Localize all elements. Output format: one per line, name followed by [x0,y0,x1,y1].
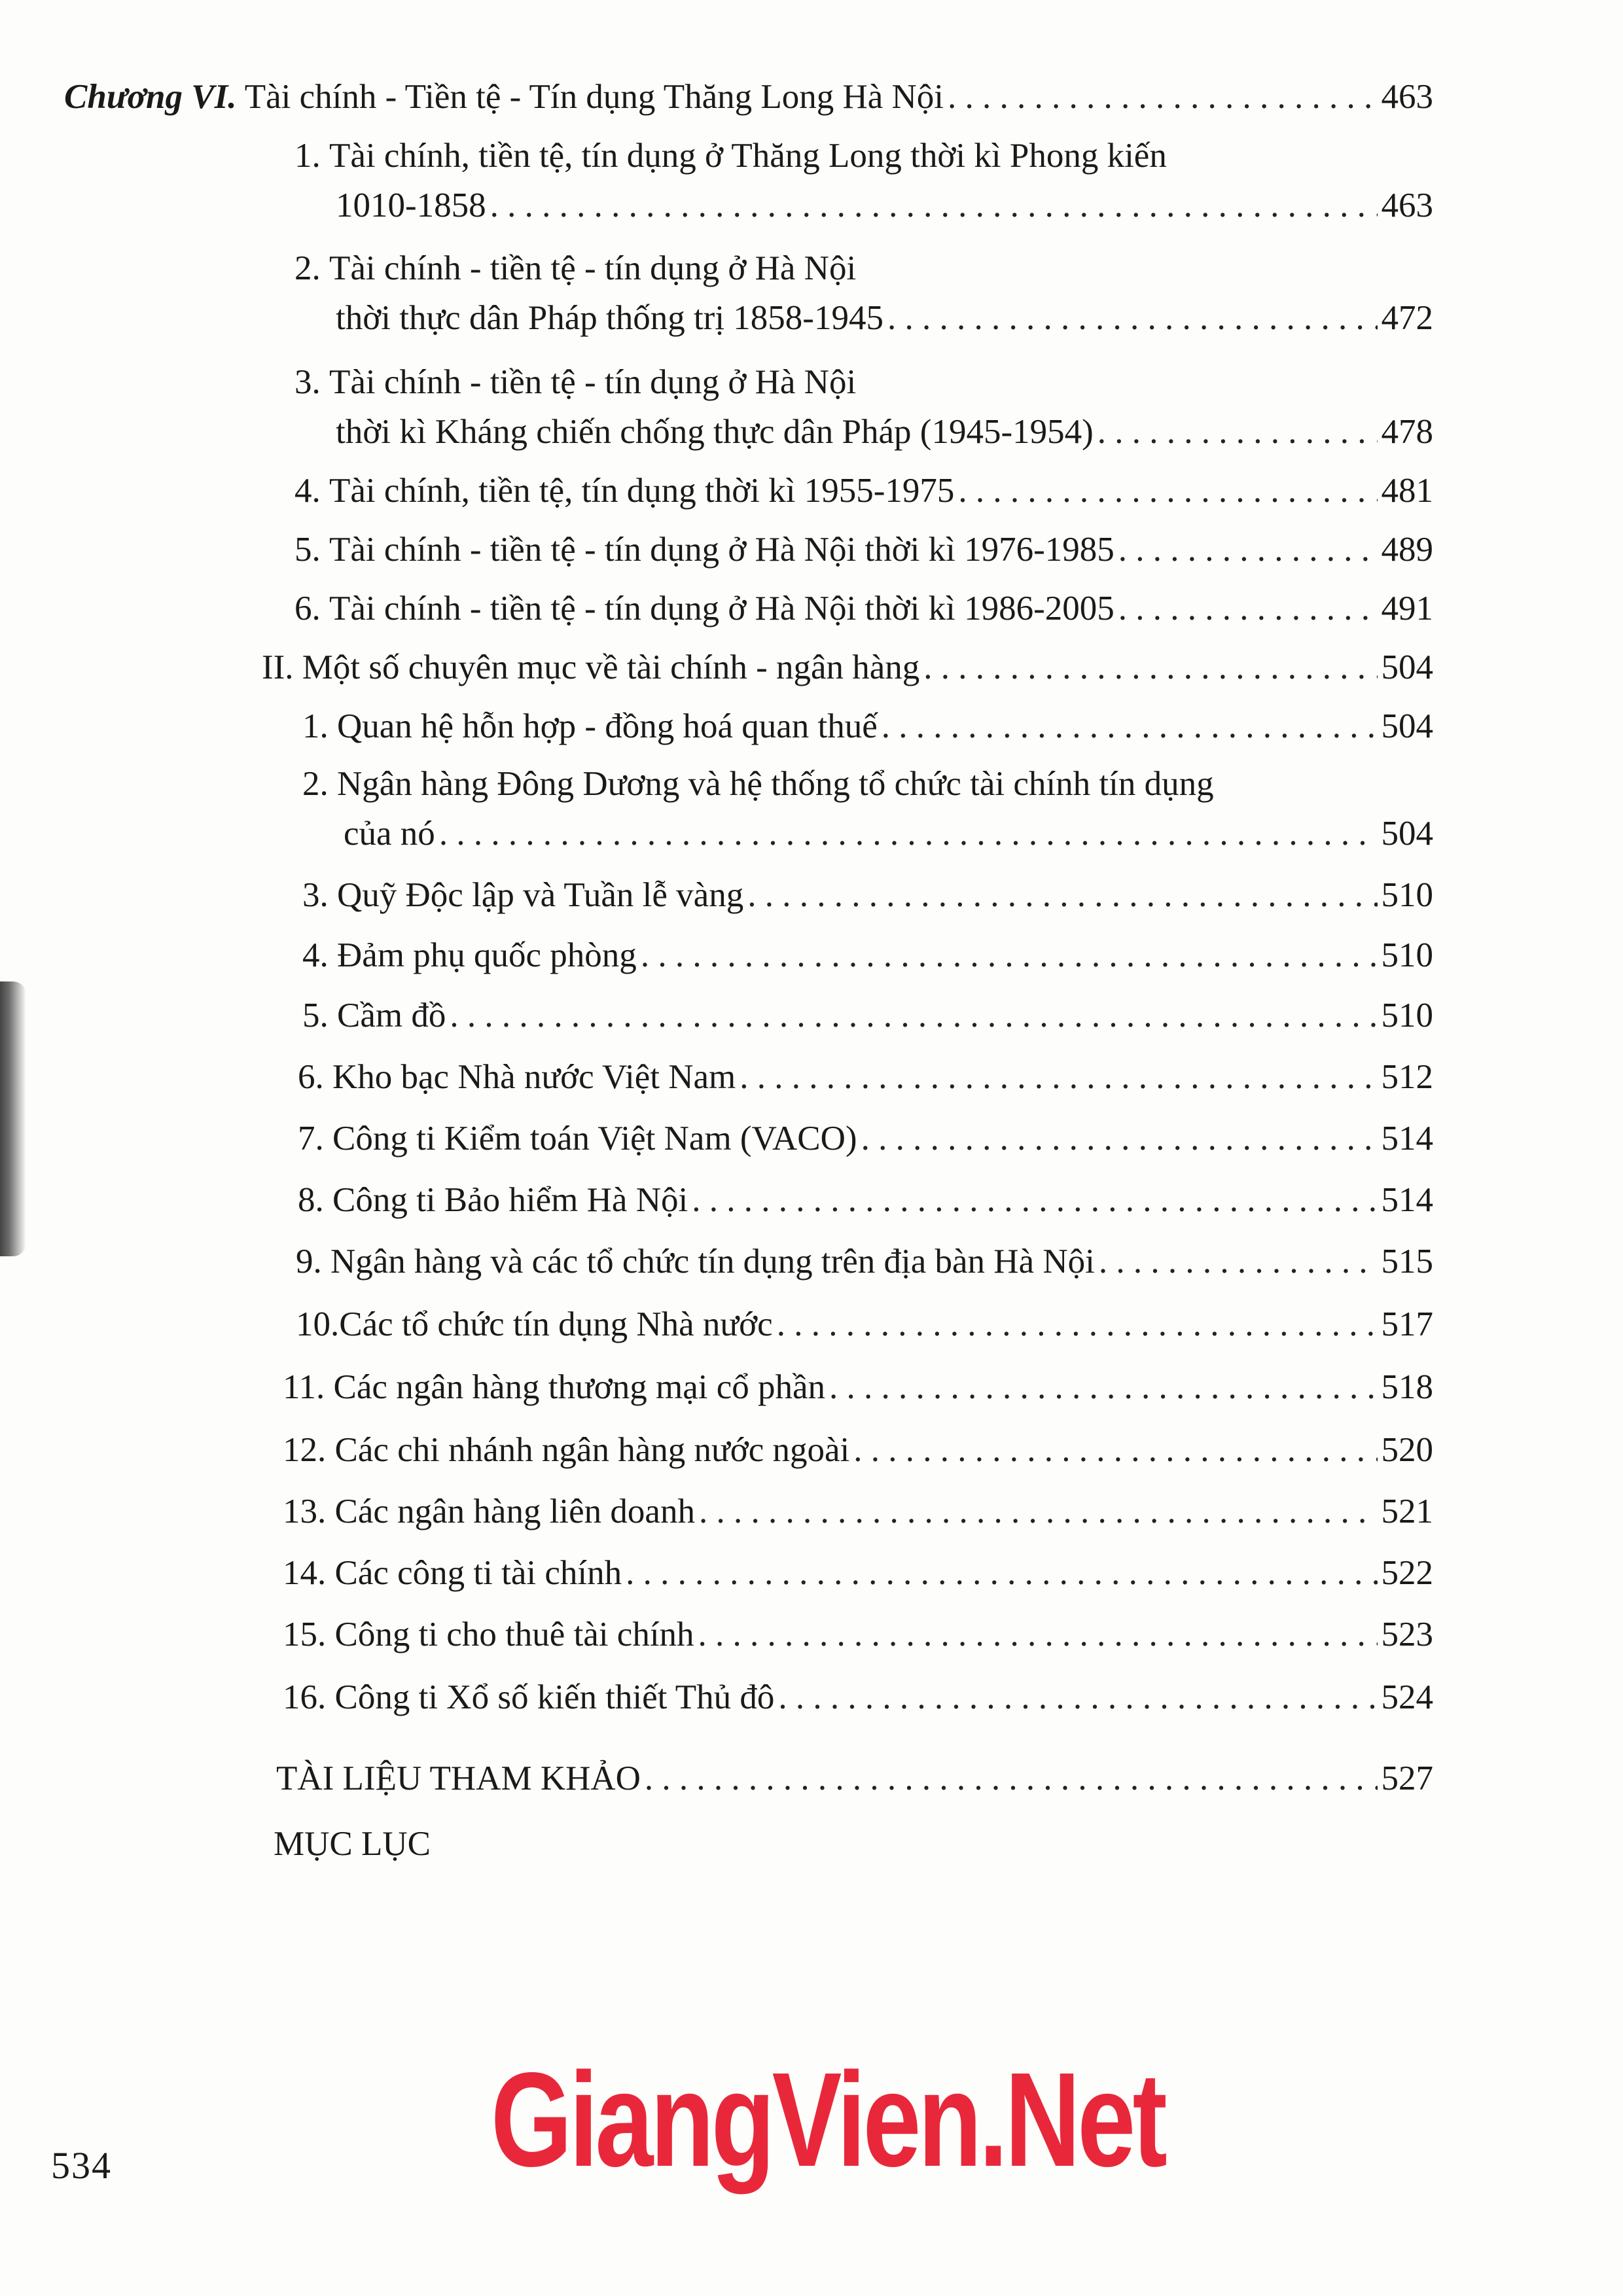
entry-number: 8. [298,1181,332,1219]
page-ref: 463 [1381,186,1433,224]
entry-number: 3. [302,876,337,914]
toc-entry[interactable] [283,1672,1433,1722]
leader-dots [958,466,1377,516]
leader-dots [778,1672,1377,1722]
chapter-label: Chương VI. [64,78,237,116]
entry-title: Các công ti tài chính [334,1554,622,1592]
leader-dots [1118,584,1378,633]
toc-entry[interactable] [302,991,1433,1040]
entry-title: Công ti cho thuê tài chính [334,1616,694,1653]
entry-title: Công ti Kiểm toán Việt Nam (VACO) [332,1120,857,1157]
entry-title: Quỹ Độc lập và Tuần lễ vàng [337,876,744,914]
entry-title-cont: của nó [344,815,435,853]
page-ref: 504 [1381,815,1433,853]
entry-number: 4. [302,936,337,974]
page-ref: 520 [1381,1431,1433,1469]
leader-dots [699,1487,1378,1536]
page-ref: 504 [1381,707,1433,745]
entry-title: Ngân hàng Đông Dương và hệ thống tổ chức tài chính tín dụng [337,765,1214,803]
entry-number: 10. [296,1305,340,1343]
entry-number: 5. [302,997,337,1034]
page-ref: 514 [1381,1181,1433,1219]
leader-dots [698,1610,1378,1659]
entry-number: 12. [283,1431,335,1469]
page-ref: 514 [1381,1120,1433,1157]
entry-title: Công ti Bảo hiểm Hà Nội [332,1181,688,1219]
page-ref: 518 [1381,1368,1433,1406]
entry-number: 2. [302,765,337,803]
entry-number: 7. [298,1120,332,1157]
toc-entry[interactable] [283,1362,1433,1412]
leader-dots [641,930,1378,980]
section-title: II. Một số chuyên mục về tài chính - ngân hàng [262,648,920,686]
entry-title-cont: 1010-1858 [336,186,486,224]
page-ref: 510 [1381,876,1433,914]
entry-title: Kho bạc Nhà nước Việt Nam [332,1058,736,1096]
toc-entry[interactable] [298,1052,1433,1102]
page-ref: 517 [1381,1305,1433,1343]
contents-title: MỤC LỤC [274,1825,431,1863]
toc-entry[interactable] [294,466,1433,516]
toc-entry[interactable] [302,870,1433,920]
page-ref: 481 [1381,472,1433,510]
leader-dots [490,181,1378,230]
chapter-title: Tài chính - Tiền tệ - Tín dụng Thăng Long Hà Nội [244,78,944,116]
entry-number: 1. [294,137,329,175]
entry-number: 1. [302,707,337,745]
entry-title: Tài chính, tiền tệ, tín dụng ở Thăng Long thời kì Phong kiến [329,137,1167,175]
entry-title: Đảm phụ quốc phòng [337,936,637,974]
leader-dots [1118,525,1378,574]
toc-entry[interactable] [294,584,1433,633]
page-ref: 491 [1381,590,1433,627]
page-ref: 515 [1381,1243,1433,1280]
entry-number: 16. [283,1678,335,1716]
leader-dots [923,643,1377,692]
entry-title: Các ngân hàng liên doanh [334,1492,695,1530]
entry-title-cont: thời kì Kháng chiến chống thực dân Pháp (1945-1954) [336,413,1094,451]
entry-title-cont: thời thực dân Pháp thống trị 1858-1945 [336,299,883,337]
entry-number: 14. [283,1554,335,1592]
leader-dots [740,1052,1377,1102]
toc-entry[interactable] [283,1610,1433,1659]
leader-dots [450,991,1377,1040]
page-ref: 522 [1381,1554,1433,1592]
toc-entry[interactable] [298,1114,1433,1163]
entry-title: Cầm đồ [337,997,446,1034]
entry-title: Tài chính - tiền tệ - tín dụng ở Hà Nội [329,363,857,401]
leader-dots [645,1754,1378,1803]
leader-dots [439,809,1378,858]
entry-title: Ngân hàng và các tổ chức tín dụng trên địa bàn Hà Nội [330,1243,1095,1280]
entry-title: Tài chính - tiền tệ - tín dụng ở Hà Nội thời kì 1986-2005 [329,590,1115,627]
entry-number: 15. [283,1616,335,1653]
entry-number: 11. [283,1368,334,1406]
toc-entry[interactable] [302,701,1433,751]
entry-title: Các chi nhánh ngân hàng nước ngoài [334,1431,850,1469]
leader-dots [1099,1237,1378,1286]
entry-number: 5. [294,531,329,569]
toc-entry[interactable] [283,1548,1433,1598]
toc-entry[interactable] [294,525,1433,574]
leader-dots [861,1114,1378,1163]
leader-dots [747,870,1377,920]
toc-entry[interactable] [298,1175,1433,1225]
toc-contents-entry[interactable] [274,1819,431,1869]
leader-dots [882,701,1378,751]
page-ref: 521 [1381,1492,1433,1530]
page-ref: 478 [1381,413,1433,451]
entry-number: 6. [294,590,329,627]
leader-dots [948,72,1377,122]
leader-dots [626,1548,1377,1598]
page-ref: 510 [1381,936,1433,974]
toc-section-entry[interactable] [262,643,1433,692]
page-ref: 463 [1381,78,1433,116]
leader-dots [692,1175,1377,1225]
toc-entry[interactable] [294,243,1433,343]
page-ref: 472 [1381,299,1433,337]
leader-dots [853,1425,1377,1475]
entry-number: 13. [283,1492,335,1530]
leader-dots [887,293,1378,343]
entry-number: 4. [294,472,329,510]
entry-title: Tài chính - tiền tệ - tín dụng ở Hà Nội [329,249,857,287]
toc-entry[interactable] [283,1487,1433,1536]
toc-entry[interactable] [296,1299,1433,1349]
entry-title: Tài chính - tiền tệ - tín dụng ở Hà Nội thời kì 1976-1985 [329,531,1115,569]
toc-entry[interactable] [302,930,1433,980]
toc-references-entry[interactable] [276,1754,1433,1803]
entry-number: 9. [296,1243,330,1280]
entry-number: 2. [294,249,329,287]
binding-shadow [0,981,26,1256]
entry-title: Tài chính, tiền tệ, tín dụng thời kì 1955-1975 [329,472,955,510]
page-ref: 527 [1381,1759,1433,1797]
entry-title: Các tổ chức tín dụng Nhà nước [339,1305,773,1343]
references-title: TÀI LIỆU THAM KHẢO [276,1759,641,1797]
entry-title: Quan hệ hỗn hợp - đồng hoá quan thuế [337,707,878,745]
entry-number: 6. [298,1058,332,1096]
toc-entry[interactable] [294,357,1433,457]
page-ref: 512 [1381,1058,1433,1096]
page-ref: 504 [1381,648,1433,686]
leader-dots [777,1299,1378,1349]
watermark-logo: GiangVien.Net [491,2045,1165,2195]
page-number: 534 [51,2144,112,2187]
toc-entry[interactable] [302,759,1433,858]
entry-title: Công ti Xổ số kiến thiết Thủ đô [334,1678,775,1716]
entry-title: Các ngân hàng thương mại cổ phần [333,1368,825,1406]
entry-number: 3. [294,363,329,401]
page-ref: 523 [1381,1616,1433,1653]
toc-entry[interactable] [283,1425,1433,1475]
leader-dots [1097,407,1378,457]
leader-dots [829,1362,1378,1412]
toc-chapter-entry[interactable] [64,72,1433,122]
page-ref: 489 [1381,531,1433,569]
toc-entry[interactable] [296,1237,1433,1286]
toc-entry[interactable] [294,131,1433,230]
page-ref: 510 [1381,997,1433,1034]
page-ref: 524 [1381,1678,1433,1716]
